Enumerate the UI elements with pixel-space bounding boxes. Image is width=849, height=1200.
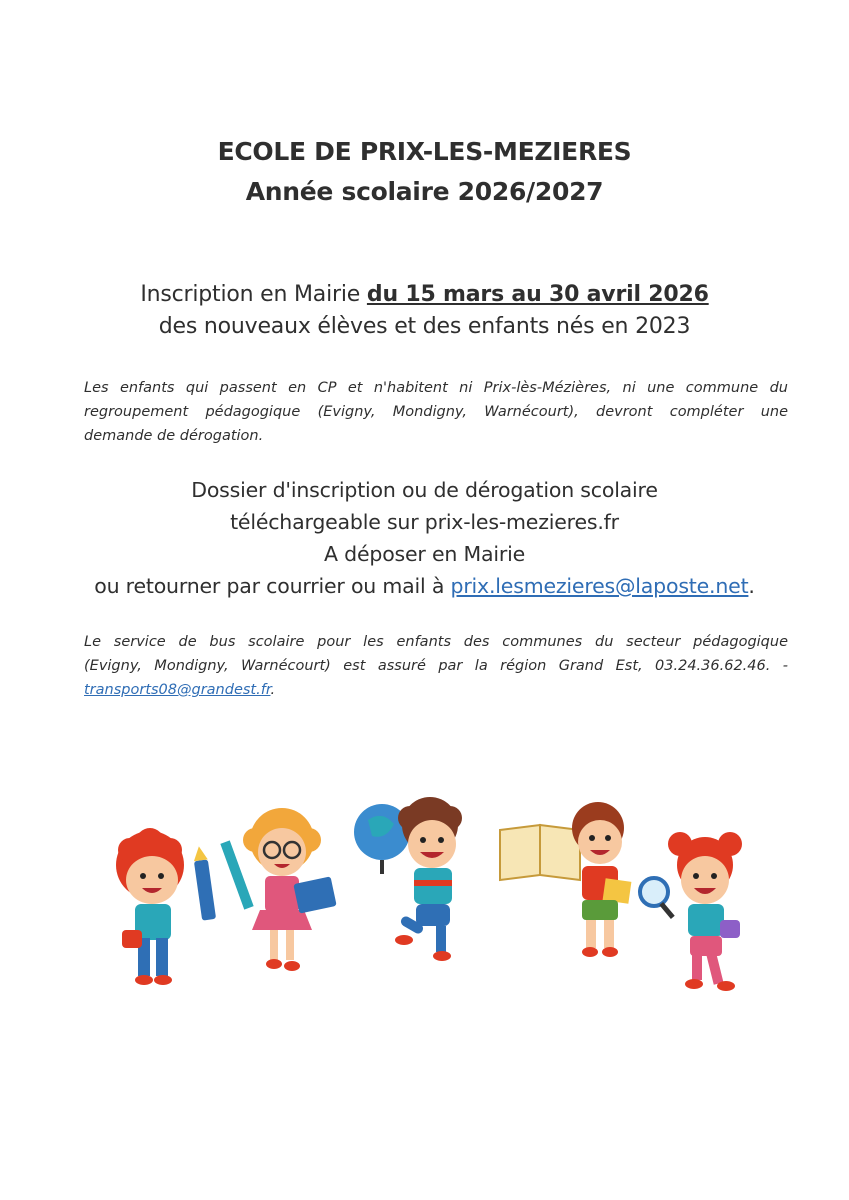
transport-email-link[interactable]: transports08@grandest.fr xyxy=(84,682,271,698)
inscription-block xyxy=(0,279,849,343)
derogation-line-2: regroupement pédagogique (Evigny, Mondigny, Warnécourt), devront compléter une xyxy=(84,404,788,420)
dossier-line-2: téléchargeable sur prix-les-mezieres.fr xyxy=(230,510,619,534)
boy-with-globe xyxy=(354,797,462,961)
derogation-line-3: demande de dérogation. xyxy=(84,428,264,444)
bus-line-3 xyxy=(84,678,788,702)
inscription-line-1 xyxy=(0,279,849,311)
derogation-note xyxy=(84,376,788,448)
kid-with-pencil xyxy=(116,828,216,985)
bus-line-2: (Evigny, Mondigny, Warnécourt) est assuré par la région Grand Est, 03.24.36.62.46. - xyxy=(84,658,788,674)
inscription-dates: du 15 mars au 30 avril 2026 xyxy=(366,282,709,307)
mairie-email-link[interactable]: prix.lesmezieres@laposte.net xyxy=(450,574,749,598)
bus-note xyxy=(84,630,788,702)
school-name: ECOLE DE PRIX-LES-MEZIERES xyxy=(217,137,632,166)
dossier-line-4 xyxy=(0,570,849,602)
dossier-line-1: Dossier d'inscription ou de dérogation scolaire xyxy=(191,478,658,502)
girl-with-glasses xyxy=(220,808,336,971)
school-year: Année scolaire 2026/2027 xyxy=(245,177,604,206)
girl-with-magnifier xyxy=(640,832,742,991)
boy-with-book xyxy=(500,802,631,957)
dossier-line-4-suffix: . xyxy=(748,574,755,598)
page-title xyxy=(0,132,849,212)
bus-line-3-suffix: . xyxy=(270,682,276,698)
derogation-line-1: Les enfants qui passent en CP et n'habitent ni Prix-lès-Mézières, ni une commune du xyxy=(84,380,788,396)
school-children-illustration xyxy=(100,780,760,1005)
inscription-line-2: des nouveaux élèves et des enfants nés en 2023 xyxy=(158,314,691,339)
dossier-line-4-prefix: ou retourner par courrier ou mail à xyxy=(94,574,451,598)
dossier-line-3: A déposer en Mairie xyxy=(324,542,525,566)
dossier-block xyxy=(0,474,849,602)
bus-line-1: Le service de bus scolaire pour les enfants des communes du secteur pédagogique xyxy=(84,634,788,650)
inscription-prefix: Inscription en Mairie xyxy=(140,282,367,307)
